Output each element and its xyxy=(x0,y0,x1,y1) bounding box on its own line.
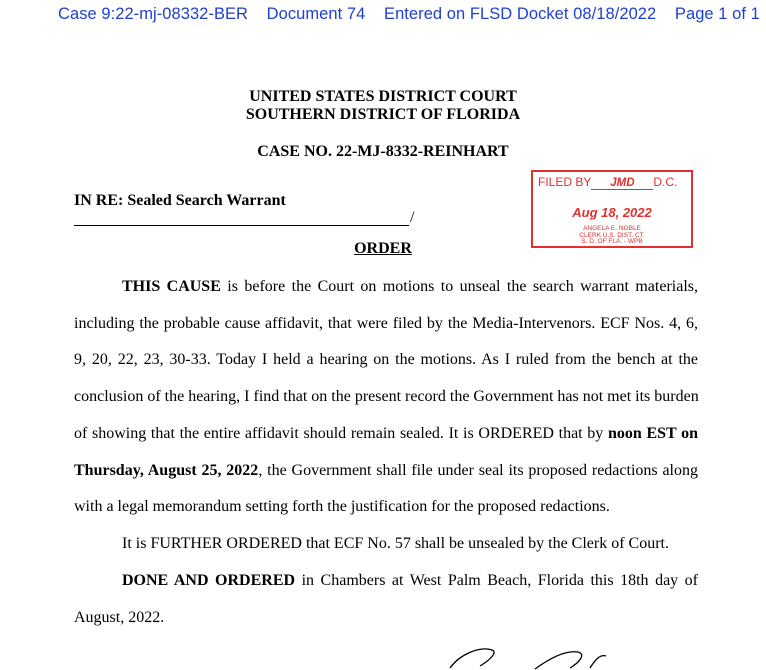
stamp-clerk-name: ANGELA E. NOBLE xyxy=(583,225,641,232)
paragraph1-line1-text: is before the Court on motions to unseal the search warrant materials, xyxy=(220,278,699,295)
case-caption: IN RE: Sealed Search Warrant xyxy=(74,192,286,209)
paragraph1-line7: with a legal memorandum setting forth the justification for the proposed redactions. xyxy=(74,498,610,515)
header-entered-date: Entered on FLSD Docket 08/18/2022 xyxy=(384,5,657,23)
court-district: SOUTHERN DISTRICT OF FLORIDA xyxy=(245,106,521,123)
stamp-initials: JMD xyxy=(591,177,653,190)
header-document-number: Document 74 xyxy=(266,5,366,23)
filed-stamp xyxy=(531,170,693,248)
header-page-number: Page 1 of 1 xyxy=(674,5,760,23)
stamp-date: Aug 18, 2022 xyxy=(572,205,652,220)
paragraph1-line6-text: , the Government shall file under seal its proposed redactions along xyxy=(258,462,698,479)
done-and-ordered-bold: DONE AND ORDERED xyxy=(122,572,296,589)
stamp-filed-by-label: FILED BY xyxy=(538,175,592,189)
this-cause-bold: THIS CAUSE xyxy=(122,278,221,295)
docket-header xyxy=(58,5,758,24)
court-name: UNITED STATES DISTRICT COURT xyxy=(249,88,517,105)
paragraph1-line4: conclusion of the hearing, I find that on the present record the Government has not met its burden xyxy=(74,388,699,405)
paragraph1-line1 xyxy=(122,278,698,296)
paragraph1-line6 xyxy=(74,462,698,480)
paragraph1-line5-text: of showing that the entire affidavit should remain sealed. It is ORDERED that by xyxy=(74,425,608,442)
header-case-number: Case 9:22-mj-08332-BER xyxy=(58,5,249,23)
paragraph1-line3: 9, 20, 22, 23, 30-33. Today I held a hearing on the motions. As I ruled from the bench at the xyxy=(74,351,698,368)
case-number: CASE NO. 22-MJ-8332-REINHART xyxy=(257,143,509,160)
deadline-time-bold: noon EST on xyxy=(608,425,699,442)
paragraph3-line1 xyxy=(122,572,698,590)
paragraph1-line2: including the probable cause affidavit, that were filed by the Media-Intervenors. ECF Nos. 4, 6, xyxy=(74,315,698,332)
caption-underline xyxy=(74,225,409,226)
paragraph3-line1-text: in Chambers at West Palm Beach, Florida this 18th day of xyxy=(295,572,699,589)
stamp-clerk-district: S. D. OF FLA. - WPB xyxy=(581,238,643,245)
deadline-date-bold: Thursday, August 25, 2022 xyxy=(74,462,259,479)
paragraph1-line5 xyxy=(74,425,698,443)
stamp-clerk-title: CLERK U.S. DIST. CT. xyxy=(579,231,645,239)
paragraph2: It is FURTHER ORDERED that ECF No. 57 shall be unsealed by the Clerk of Court. xyxy=(122,535,669,552)
order-title: ORDER xyxy=(354,240,412,257)
paragraph3-line2: August, 2022. xyxy=(74,609,165,626)
caption-slash: / xyxy=(410,209,415,226)
judge-signature xyxy=(440,640,620,670)
stamp-dc-label: D.C. xyxy=(653,175,678,189)
stamp-filed-by-row xyxy=(538,175,677,190)
